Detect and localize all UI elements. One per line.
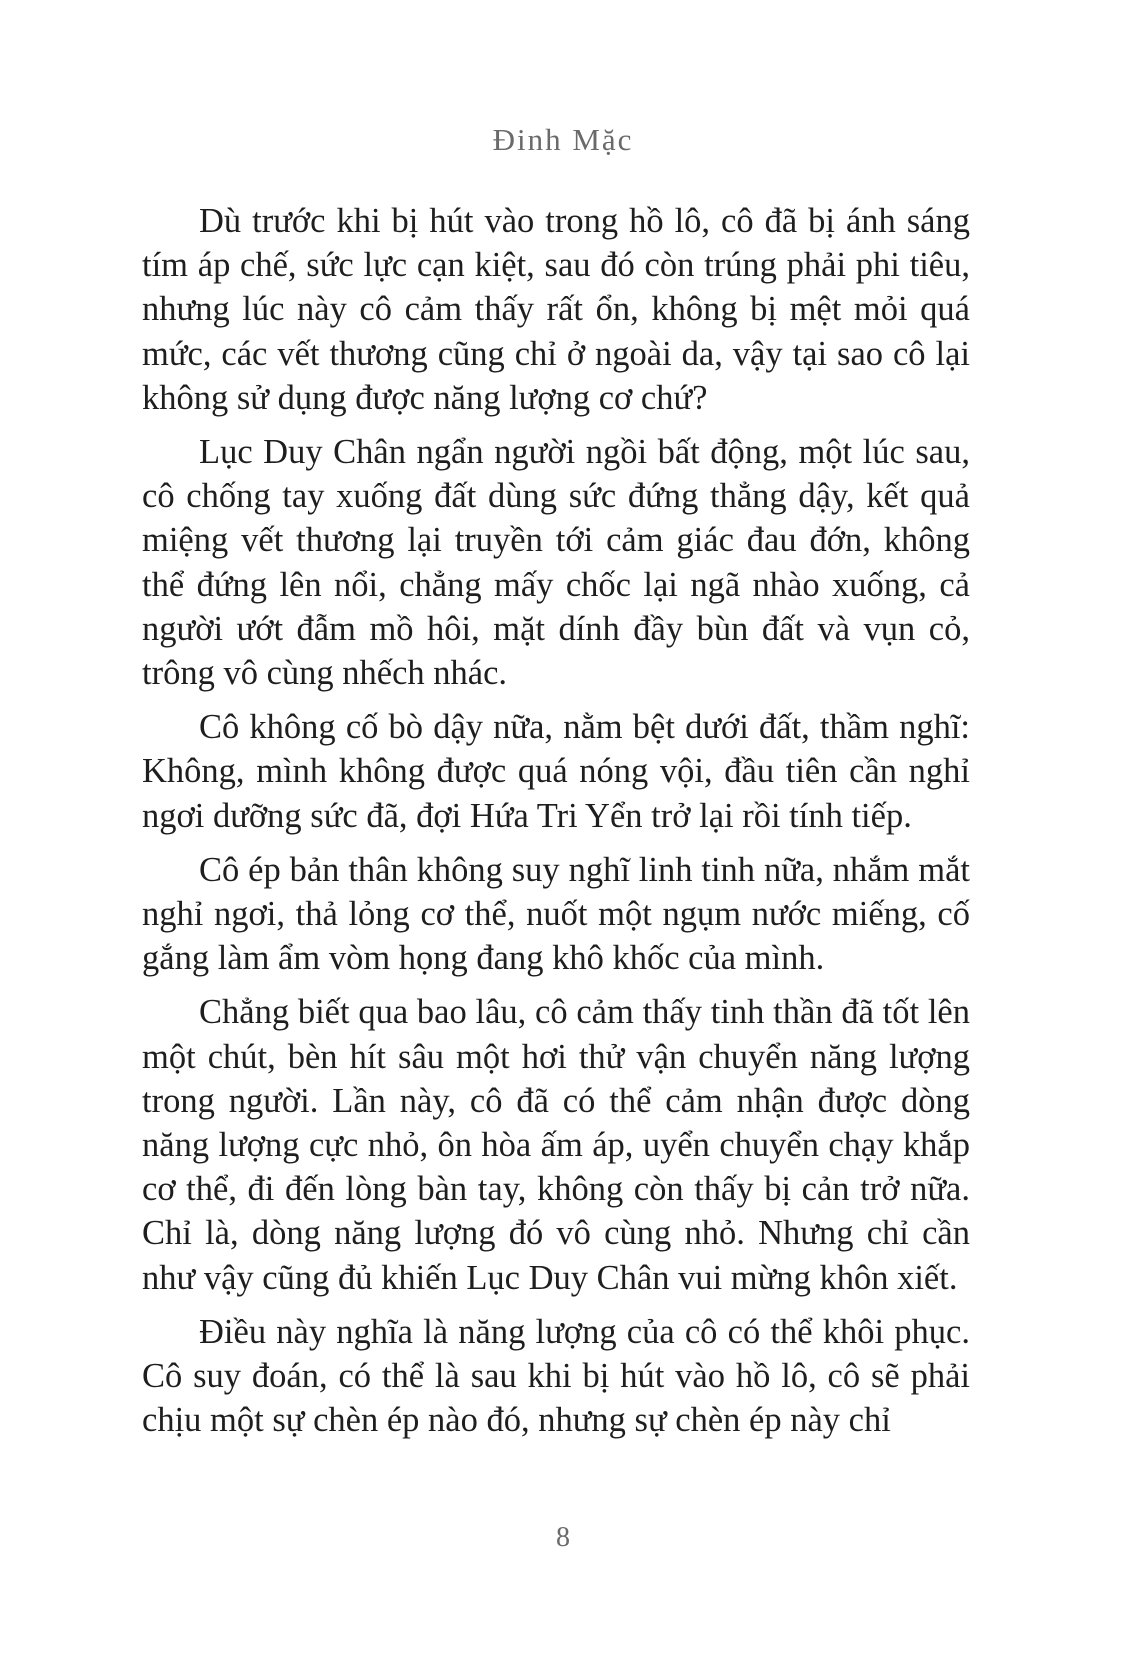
- paragraph-5: Chẳng biết qua bao lâu, cô cảm thấy tinh thần đã tốt lên một chút, bèn hít sâu một hơi thử vận chuyển năng lượng trong người. Lần này, cô đã có thể cảm nhận được dòng năng lượng cực nhỏ, ôn hòa ấm áp, uyển chuyển chạy khắp cơ thể, đi đến lòng bàn tay, không còn thấy bị cản trở nữa. Chỉ là, dòng năng lượng đó vô cùng nhỏ. Nhưng chỉ cần như vậy cũng đủ khiến Lục Duy Chân vui mừng khôn xiết.: [142, 993, 970, 1297]
- running-header-author: Đinh Mặc: [492, 122, 634, 157]
- paragraph-1: Dù trước khi bị hút vào trong hồ lô, cô đã bị ánh sáng tím áp chế, sức lực cạn kiệt, sau đó còn trúng phải phi tiêu, nhưng lúc này cô cảm thấy rất ổn, không bị mệt mỏi quá mức, các vết thương cũng chỉ ở ngoài da, vậy tại sao cô lại không sử dụng được năng lượng cơ chứ?: [142, 202, 970, 417]
- page-number: 8: [556, 1522, 570, 1553]
- paragraph-6: Điều này nghĩa là năng lượng của cô có thể khôi phục. Cô suy đoán, có thể là sau khi bị hút vào hồ lô, cô sẽ phải chịu một sự chèn ép nào đó, nhưng sự chèn ép này chỉ: [142, 1312, 970, 1440]
- paragraph-2: Lục Duy Chân ngẩn người ngồi bất động, một lúc sau, cô chống tay xuống đất dùng sức đứng thẳng dậy, kết quả miệng vết thương lại truyền tới cảm giác đau đớn, không thể đứng lên nổi, chẳng mấy chốc lại ngã nhào xuống, cả người ướt đẫm mồ hôi, mặt dính đầy bùn đất và vụn cỏ, trông vô cùng nhếch nhác.: [142, 433, 970, 693]
- paragraph-3: Cô không cố bò dậy nữa, nằm bệt dưới đất, thầm nghĩ: Không, mình không được quá nóng vội, đầu tiên cần nghỉ ngơi dưỡng sức đã, đợi Hứa Tri Yển trở lại rồi tính tiếp.: [142, 708, 970, 835]
- body-text: [142, 199, 970, 1452]
- paragraph-4: Cô ép bản thân không suy nghĩ linh tinh nữa, nhắm mắt nghỉ ngơi, thả lỏng cơ thể, nuốt một ngụm nước miếng, cố gắng làm ẩm vòm họng đang khô khốc của mình.: [142, 850, 970, 978]
